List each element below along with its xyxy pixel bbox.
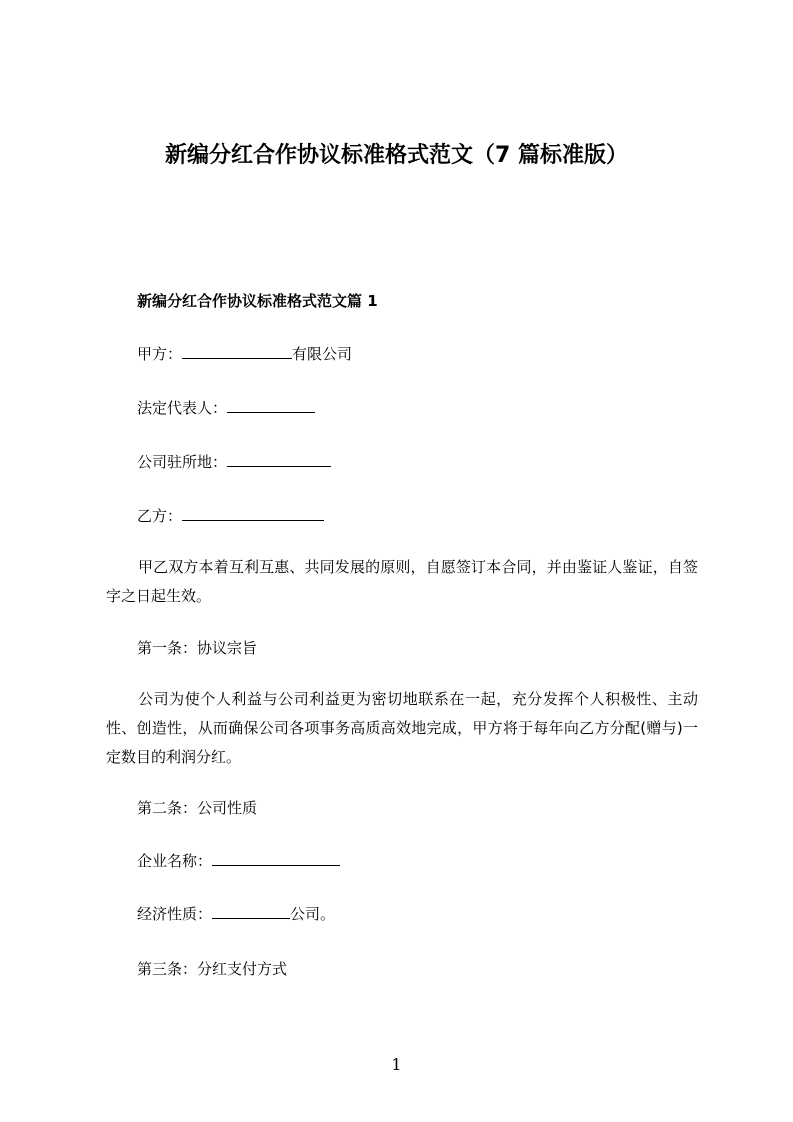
intro-paragraph: 甲乙双方本着互利互惠、共同发展的原则，自愿签订本合同，并由鉴证人鉴证，自签字之日起生效。 — [106, 558, 698, 605]
economic-nature-label: 经济性质： — [137, 905, 213, 923]
party-b-blank — [182, 506, 324, 521]
legal-rep-label: 法定代表人： — [137, 399, 228, 417]
party-a-label: 甲方： — [137, 345, 183, 363]
address-label: 公司驻所地： — [137, 453, 228, 471]
party-b-line — [137, 505, 324, 527]
address-blank — [227, 452, 331, 467]
company-name-label: 企业名称： — [137, 852, 213, 870]
document-title: 新编分红合作协议标准格式范文（7 篇标准版） — [165, 143, 628, 168]
company-name-line — [137, 850, 340, 872]
article2-title: 第二条：公司性质 — [137, 799, 258, 817]
economic-nature-blank — [212, 904, 290, 919]
address-line — [137, 451, 331, 473]
economic-nature-suffix: 公司。 — [290, 905, 336, 923]
economic-nature-line — [137, 903, 335, 925]
legal-rep-blank — [227, 398, 315, 413]
party-a-blank — [182, 344, 292, 359]
company-name-blank — [212, 851, 340, 866]
party-a-suffix: 有限公司 — [292, 345, 353, 363]
section-heading: 新编分红合作协议标准格式范文篇 1 — [137, 292, 378, 310]
article3-title: 第三条：分红支付方式 — [137, 960, 288, 978]
page-number: 1 — [391, 1055, 402, 1074]
article1-body: 公司为使个人利益与公司利益更为密切地联系在一起，充分发挥个人积极性、主动性、创造性，从而确保公司各项事务高质高效地完成，甲方将于每年向乙方分配(赠与)一定数目的利润分红。 — [106, 690, 698, 766]
party-a-line — [137, 343, 352, 365]
legal-rep-line — [137, 397, 315, 419]
article1-title: 第一条：协议宗旨 — [137, 639, 258, 657]
party-b-label: 乙方： — [137, 507, 183, 525]
